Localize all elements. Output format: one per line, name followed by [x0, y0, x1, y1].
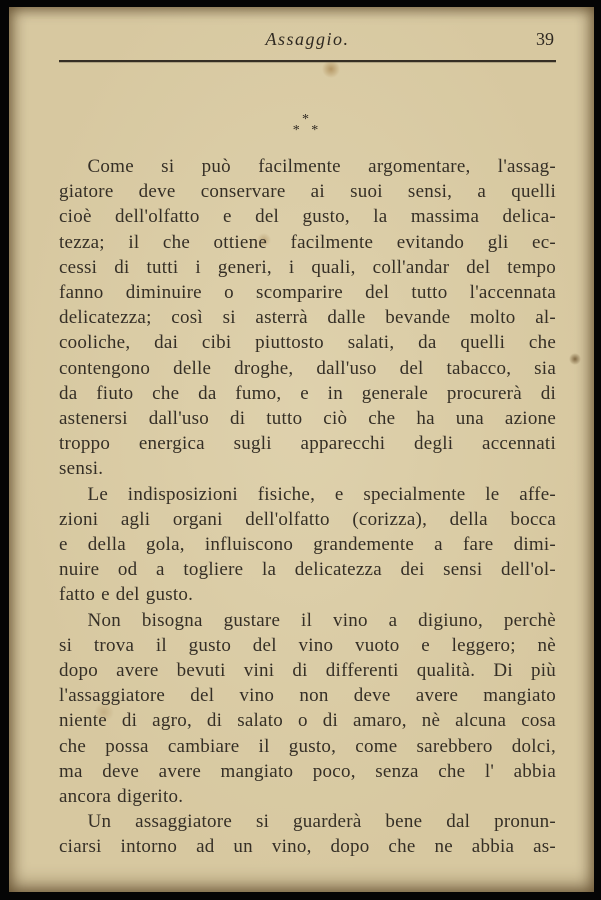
- text-line: giatore deve conservare ai suoi sensi, a quelli: [59, 181, 556, 203]
- paragraph: [59, 608, 556, 810]
- text-line: astenersi dall'uso di tutto ciò che ha una azione: [59, 408, 556, 430]
- asterism-bottom: * *: [292, 123, 323, 138]
- header-rule: [59, 60, 556, 62]
- text-line: cioè dell'olfatto e del gusto, la massima delica-: [59, 206, 556, 228]
- page-number: 39: [536, 29, 554, 49]
- page-header: [59, 29, 556, 53]
- running-title: Assaggio.: [265, 29, 350, 49]
- text-line: zioni agli organi dell'olfatto (corizza), della bocca: [59, 508, 556, 530]
- text-line: dopo avere bevuti vini di differenti qualità. Di più: [59, 660, 556, 682]
- text-line: da fiuto che da fumo, e in generale procurerà di: [59, 382, 556, 404]
- text-line: cessi di tutti i generi, i quali, coll'andar del tempo: [59, 256, 556, 278]
- text-line: fatto e del gusto.: [59, 584, 194, 606]
- text-line: Non bisogna gustare il vino a digiuno, perchè: [87, 609, 556, 631]
- text-line: Le indisposizioni fisiche, e specialmente le affe-: [87, 483, 556, 505]
- text-line: delicatezza; così si asterrà dalle bevande molto al-: [59, 307, 556, 329]
- text-line: Un assaggiatore si guarderà bene dal pronun-: [87, 811, 556, 833]
- text-line: ma deve avere mangiato poco, senza che l' abbia: [59, 760, 556, 782]
- text-line: tezza; il che ottiene facilmente evitando gli ec-: [59, 231, 556, 253]
- text-line: sensi.: [59, 458, 104, 480]
- text-line: l'assaggiatore del vino non deve avere mangiato: [59, 685, 556, 707]
- asterism-ornament: [59, 114, 556, 136]
- text-line: troppo energica sugli apparecchi degli accennati: [59, 433, 556, 455]
- paragraph: [59, 482, 556, 608]
- book-page: [9, 7, 594, 892]
- text-line: che possa cambiare il gusto, come sarebbero dolci,: [59, 735, 556, 757]
- text-line: nuire od a togliere la delicatezza dei sensi dell'ol-: [59, 559, 556, 581]
- text-line: niente di agro, di salato o di amaro, nè alcuna cosa: [59, 710, 556, 732]
- text-line: si trova il gusto del vino vuoto e leggero; nè: [59, 634, 556, 656]
- text-line: ancora digerito.: [59, 786, 184, 808]
- text-line: contengono delle droghe, dall'uso del tabacco, sia: [59, 357, 556, 379]
- paragraph: [59, 809, 556, 859]
- text-line: e della gola, influiscono grandemente a fare dimi-: [59, 534, 556, 556]
- body-text: [59, 154, 556, 860]
- asterism-top: *: [302, 112, 313, 127]
- paragraph: [59, 154, 556, 482]
- text-line: ciarsi intorno ad un vino, dopo che ne abbia as-: [59, 836, 556, 858]
- text-line: fanno diminuire o scomparire del tutto l'accennata: [59, 282, 556, 304]
- text-line: Come si può facilmente argomentare, l'assag-: [87, 156, 556, 177]
- text-line: cooliche, dai cibi piuttosto salati, da quelli che: [59, 332, 556, 354]
